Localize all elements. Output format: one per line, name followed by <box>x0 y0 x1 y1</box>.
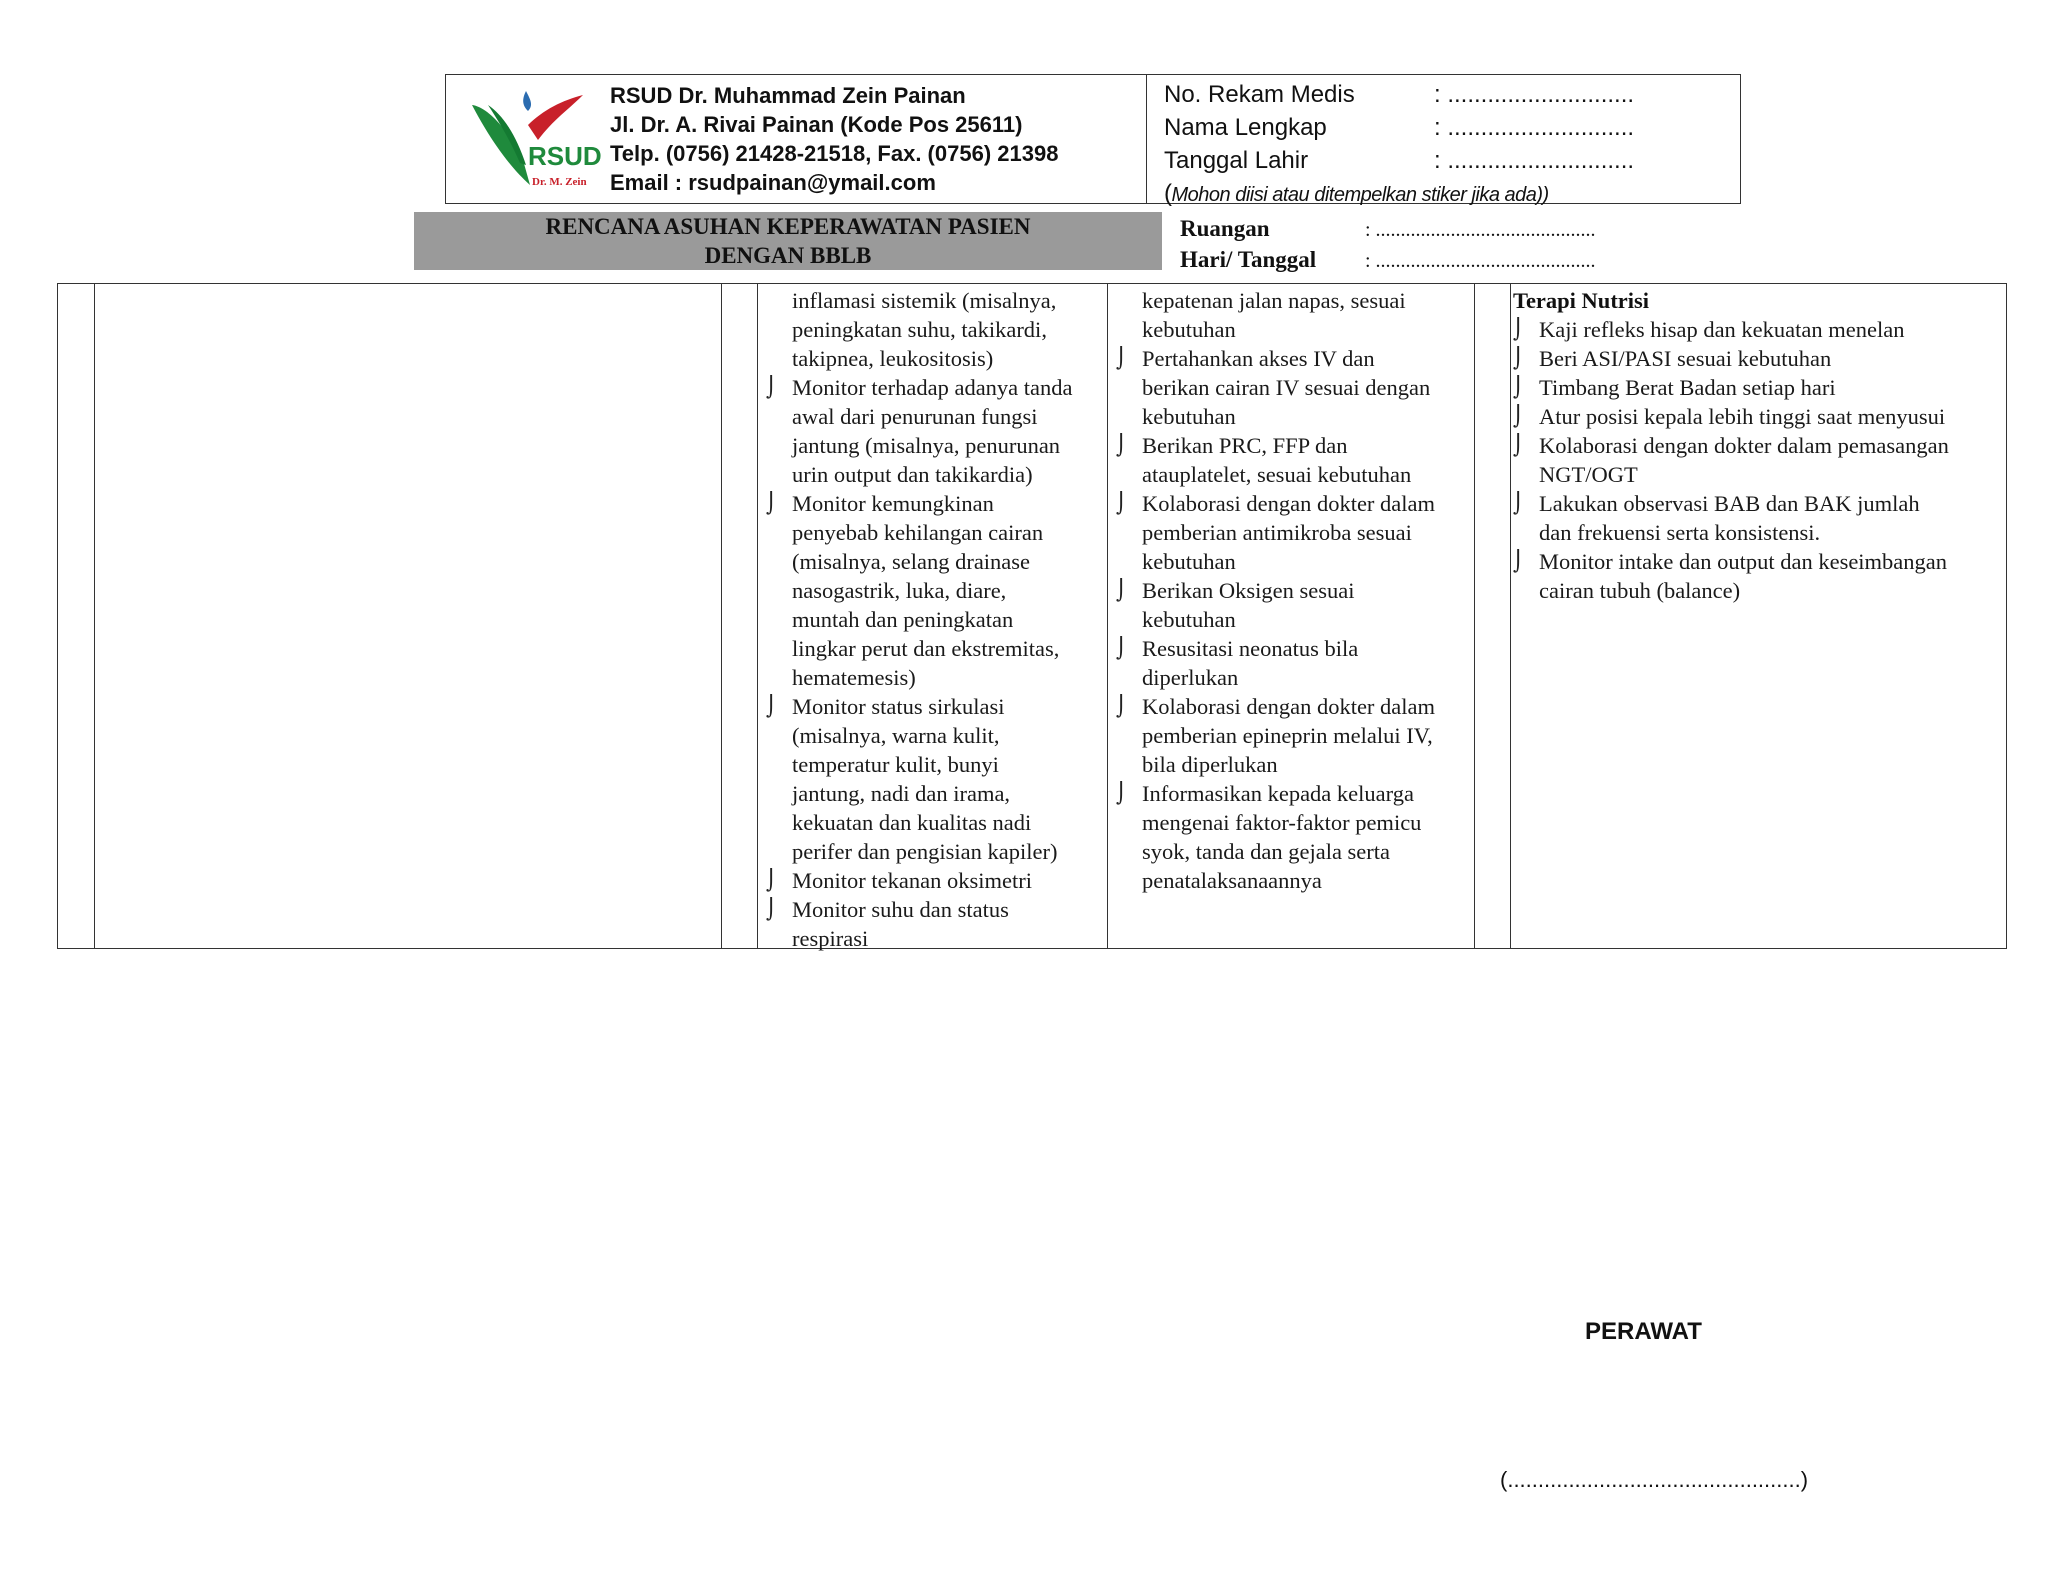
hospital-address: Jl. Dr. A. Rivai Painan (Kode Pos 25611) <box>610 112 1023 137</box>
room-info <box>1180 214 1596 276</box>
nutrition-heading: Terapi Nutrisi <box>1513 288 1650 313</box>
list-item-line: atauplatelet, sesuai kebutuhan <box>1142 462 1412 487</box>
list-item <box>1116 634 1471 692</box>
continued-text-line: kepatenan jalan napas, sesuai <box>1142 288 1406 313</box>
list-item-line: NGT/OGT <box>1539 462 1638 487</box>
list-item-line: (misalnya, selang drainase <box>792 549 1031 574</box>
list-item-line: hematemesis) <box>792 665 916 690</box>
list-item <box>1116 344 1471 431</box>
list-item <box>1116 692 1471 779</box>
list-item <box>766 489 1106 692</box>
medical-record-value[interactable]: : ............................ <box>1434 81 1635 108</box>
list-item-line: urin output dan takikardia) <box>792 462 1033 487</box>
list-item-line: (misalnya, warna kulit, <box>792 723 1000 748</box>
list-item-line: Kolaborasi dengan dokter dalam pemasangan <box>1539 433 1949 458</box>
intervention-column <box>1116 286 1471 895</box>
list-item <box>766 373 1106 489</box>
monitoring-column <box>766 286 1106 953</box>
list-item <box>766 866 1106 895</box>
hospital-name: RSUD Dr. Muhammad Zein Painan <box>610 83 966 108</box>
list-item-line: perifer dan pengisian kapiler) <box>792 839 1058 864</box>
table-col-divider <box>1510 284 1511 948</box>
list-item-line: kekuatan dan kualitas nadi <box>792 810 1032 835</box>
list-item-line: Kaji refleks hisap dan kekuatan menelan <box>1539 317 1905 342</box>
list-item-line: kebutuhan <box>1142 549 1236 574</box>
list-item-line: respirasi <box>792 926 869 951</box>
continued-text-line: inflamasi sistemik (misalnya, <box>792 288 1057 313</box>
continued-text-line: kebutuhan <box>1142 317 1236 342</box>
list-item-line: Lakukan observasi BAB dan BAK jumlah <box>1539 491 1920 516</box>
bullet-icon: ⌡ <box>1116 346 1127 370</box>
bullet-icon: ⌡ <box>766 375 777 399</box>
list-item-line: berikan cairan IV sesuai dengan <box>1142 375 1431 400</box>
date-label: Hari/ Tanggal <box>1180 247 1317 272</box>
list-item-line: dan frekuensi serta konsistensi. <box>1539 520 1821 545</box>
list-item <box>766 692 1106 866</box>
list-item-line: Pertahankan akses IV dan <box>1142 346 1375 371</box>
bullet-icon: ⌡ <box>1513 433 1524 457</box>
bullet-icon: ⌡ <box>1513 317 1524 341</box>
list-item-line: nasogastrik, luka, diare, <box>792 578 1007 603</box>
list-item-line: temperatur kulit, bunyi <box>792 752 999 777</box>
list-item <box>1116 431 1471 489</box>
list-item-line: penyebab kehilangan cairan <box>792 520 1044 545</box>
table-col-divider <box>721 284 722 948</box>
list-item-line: cairan tubuh (balance) <box>1539 578 1741 603</box>
list-item-line: muntah dan peningkatan <box>792 607 1014 632</box>
list-item-line: jantung (misalnya, penurunan <box>792 433 1061 458</box>
list-item <box>1513 489 2003 547</box>
list-item-line: lingkar perut dan ekstremitas, <box>792 636 1060 661</box>
medical-record-row <box>1164 78 1634 111</box>
nurse-signature-title: PERAWAT <box>1585 1318 1702 1345</box>
list-item-line: penatalaksanaannya <box>1142 868 1322 893</box>
bullet-icon: ⌡ <box>1513 346 1524 370</box>
nutrition-column <box>1513 286 2003 605</box>
bullet-icon: ⌡ <box>1116 636 1127 660</box>
bullet-icon: ⌡ <box>1116 694 1127 718</box>
bullet-icon: ⌡ <box>1116 781 1127 805</box>
list-item-line: kebutuhan <box>1142 404 1236 429</box>
nurse-signature-line[interactable]: (................................................) <box>1500 1467 1809 1492</box>
medical-record-label: No. Rekam Medis <box>1164 81 1355 108</box>
list-item-line: Resusitasi neonatus bila <box>1142 636 1359 661</box>
list-item-line: Kolaborasi dengan dokter dalam <box>1142 694 1436 719</box>
list-item-line: Monitor intake dan output dan keseimbangan <box>1539 549 1948 574</box>
table-col-divider <box>94 284 95 948</box>
hospital-email: Email : rsudpainan@ymail.com <box>610 170 936 195</box>
birth-date-value[interactable]: : ............................ <box>1434 147 1635 174</box>
list-item <box>1116 779 1471 895</box>
table-col-divider <box>1474 284 1475 948</box>
hospital-info <box>610 81 1058 197</box>
header-box <box>445 74 1741 207</box>
list-item <box>1116 576 1471 634</box>
list-item <box>1513 373 2003 402</box>
continued-text-line: peningkatan suhu, takikardi, <box>792 317 1047 342</box>
list-item <box>1116 489 1471 576</box>
list-item-line: Monitor terhadap adanya tanda <box>792 375 1073 400</box>
bullet-icon: ⌡ <box>1116 433 1127 457</box>
list-item-line: jantung, nadi dan irama, <box>792 781 1011 806</box>
full-name-label: Nama Lengkap <box>1164 114 1327 141</box>
bullet-icon: ⌡ <box>766 897 777 921</box>
list-item-line: bila diperlukan <box>1142 752 1278 777</box>
list-item-line: mengenai faktor-faktor pemicu <box>1142 810 1422 835</box>
list-item <box>1513 344 2003 373</box>
form-title <box>414 212 1162 270</box>
list-item-line: awal dari penurunan fungsi <box>792 404 1038 429</box>
list-item-line: Timbang Berat Badan setiap hari <box>1539 375 1836 400</box>
birth-date-label: Tanggal Lahir <box>1164 147 1309 174</box>
list-item-line: Atur posisi kepala lebih tinggi saat menyusui <box>1539 404 1946 429</box>
list-item <box>1513 431 2003 489</box>
table-col-divider <box>757 284 758 948</box>
date-value[interactable]: : ............................................ <box>1365 250 1596 272</box>
list-item-line: pemberian antimikroba sesuai <box>1142 520 1412 545</box>
form-title-line-1: RENCANA ASUHAN KEPERAWATAN PASIEN <box>545 214 1031 239</box>
list-item <box>1513 315 2003 344</box>
list-item <box>1513 402 2003 431</box>
hospital-logo <box>468 85 602 197</box>
bullet-icon: ⌡ <box>1513 549 1524 573</box>
birth-date-row <box>1164 144 1634 177</box>
header-divider <box>1146 75 1147 203</box>
continued-text-line: takipnea, leukositosis) <box>792 346 994 371</box>
full-name-row <box>1164 111 1634 144</box>
bullet-icon: ⌡ <box>1513 375 1524 399</box>
bullet-icon: ⌡ <box>1116 578 1127 602</box>
full-name-value[interactable]: : ............................ <box>1434 114 1635 141</box>
room-label: Ruangan <box>1180 216 1270 241</box>
list-item-line: pemberian epineprin melalui IV, <box>1142 723 1433 748</box>
list-item <box>766 895 1106 953</box>
care-plan-table <box>57 283 2007 949</box>
list-item-line: Beri ASI/PASI sesuai kebutuhan <box>1539 346 1832 371</box>
logo-text: RSUD <box>528 141 602 171</box>
hospital-phone: Telp. (0756) 21428-21518, Fax. (0756) 21398 <box>610 141 1059 166</box>
list-item-line: Kolaborasi dengan dokter dalam <box>1142 491 1436 516</box>
bullet-icon: ⌡ <box>766 868 777 892</box>
bullet-icon: ⌡ <box>1513 491 1524 515</box>
room-value[interactable]: : ............................................ <box>1365 219 1596 241</box>
list-item-line: Berikan Oksigen sesuai <box>1142 578 1355 603</box>
form-title-line-2: DENGAN BBLB <box>704 243 872 268</box>
list-item-line: Berikan PRC, FFP dan <box>1142 433 1348 458</box>
list-item-line: Informasikan kepada keluarga <box>1142 781 1414 806</box>
patient-info <box>1164 78 1634 210</box>
list-item-line: kebutuhan <box>1142 607 1236 632</box>
bullet-icon: ⌡ <box>1513 404 1524 428</box>
table-col-divider <box>1107 284 1108 948</box>
list-item-line: Monitor suhu dan status <box>792 897 1009 922</box>
sticker-note: (Mohon diisi atau ditempelkan stiker jika ada)) <box>1164 180 1549 207</box>
bullet-icon: ⌡ <box>766 491 777 515</box>
list-item-line: Monitor status sirkulasi <box>792 694 1005 719</box>
list-item-line: Monitor tekanan oksimetri <box>792 868 1032 893</box>
list-item-line: Monitor kemungkinan <box>792 491 994 516</box>
logo-subtext: Dr. M. Zein <box>532 176 587 188</box>
list-item-line: syok, tanda dan gejala serta <box>1142 839 1391 864</box>
list-item <box>1513 547 2003 605</box>
bullet-icon: ⌡ <box>1116 491 1127 515</box>
list-item-line: diperlukan <box>1142 665 1239 690</box>
bullet-icon: ⌡ <box>766 694 777 718</box>
